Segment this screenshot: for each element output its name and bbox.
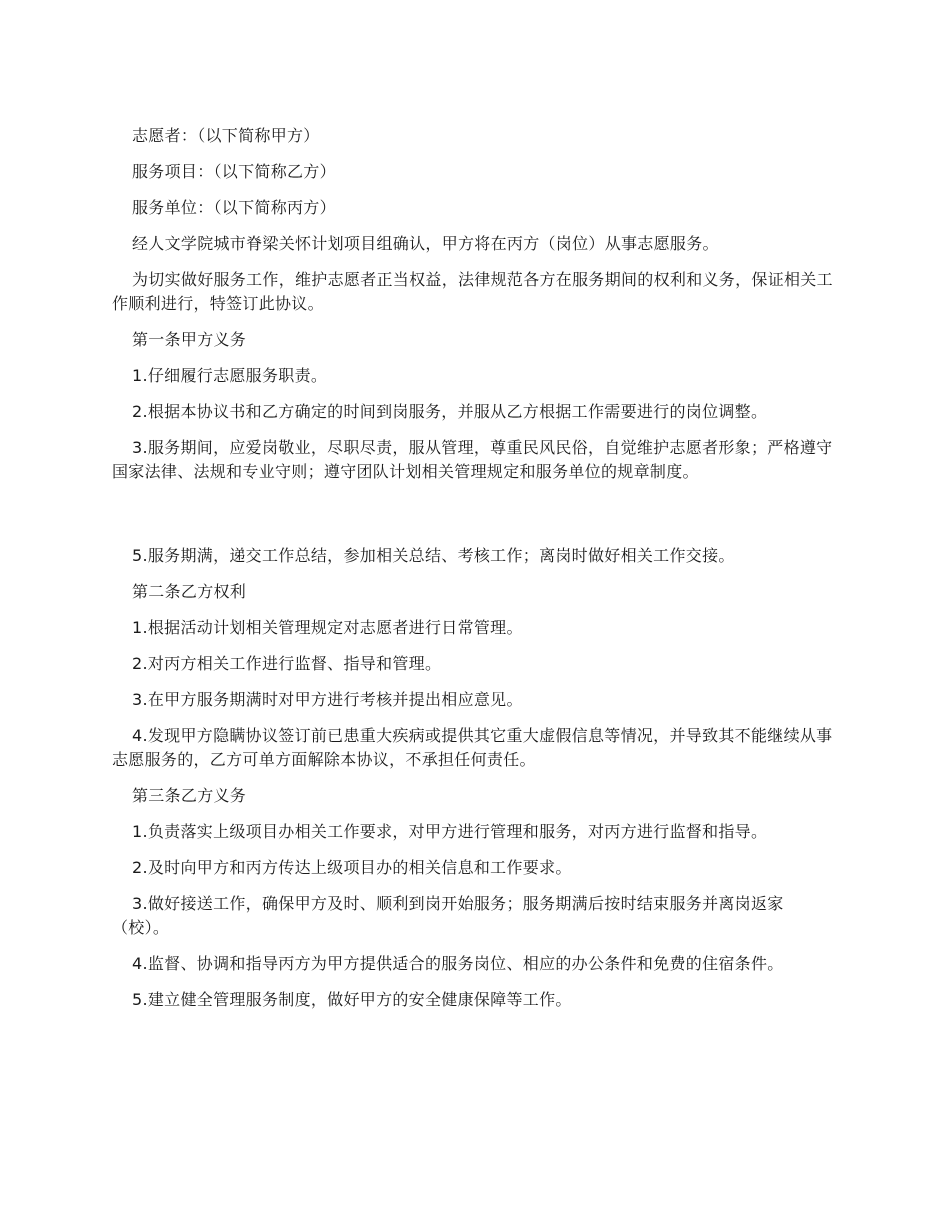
article-2-clause-3: 3.在甲方服务期满时对甲方进行考核并提出相应意见。	[132, 690, 523, 709]
article-2-heading: 第二条乙方权利	[132, 582, 247, 601]
article-1-clause-2: 2.根据本协议书和乙方确定的时间到岗服务，并服从乙方根据工作需要进行的岗位调整。	[132, 402, 768, 421]
service-project-line: 服务项目：（以下简称乙方）	[132, 162, 336, 181]
article-3-clause-3: 3.做好接送工作，确保甲方及时、顺利到岗开始服务；服务期满后按时结束服务并离岗返家（校）。	[112, 894, 784, 937]
blank-gap	[112, 496, 838, 544]
article-1-heading: 第一条甲方义务	[132, 330, 247, 349]
article-1-clause-5: 5.服务期满，递交工作总结，参加相关总结、考核工作；离岗时做好相关工作交接。	[132, 546, 735, 565]
purpose-paragraph: 为切实做好服务工作，维护志愿者正当权益，法律规范各方在服务期间的权利和义务，保证相关工作顺利进行，特签订此协议。	[112, 270, 833, 313]
service-unit-line: 服务单位：（以下简称丙方）	[132, 198, 336, 217]
article-1-clause-1: 1.仔细履行志愿服务职责。	[132, 366, 328, 385]
article-2-clause-4: 4.发现甲方隐瞒协议签订前已患重大疾病或提供其它重大虚假信息等情况，并导致其不能继续从事志愿服务的，乙方可单方面解除本协议，不承担任何责任。	[112, 726, 833, 769]
article-1-clause-3: 3.服务期间，应爱岗敬业，尽职尽责，服从管理，尊重民风民俗，自觉维护志愿者形象；严格遵守国家法律、法规和专业守则；遵守团队计划相关管理规定和服务单位的规章制度。	[112, 438, 833, 481]
article-3-clause-4: 4.监督、协调和指导丙方为甲方提供适合的服务岗位、相应的办公条件和免费的住宿条件。	[132, 954, 784, 973]
article-3-heading: 第三条乙方义务	[132, 786, 247, 805]
article-2-clause-1: 1.根据活动计划相关管理规定对志愿者进行日常管理。	[132, 618, 523, 637]
article-2-clause-2: 2.对丙方相关工作进行监督、指导和管理。	[132, 654, 442, 673]
confirmation-paragraph: 经人文学院城市脊梁关怀计划项目组确认，甲方将在丙方（岗位）从事志愿服务。	[132, 234, 719, 253]
volunteer-party-line: 志愿者：（以下简称甲方）	[132, 126, 320, 145]
article-3-clause-2: 2.及时向甲方和丙方传达上级项目办的相关信息和工作要求。	[132, 858, 572, 877]
article-3-clause-1: 1.负责落实上级项目办相关工作要求，对甲方进行管理和服务，对丙方进行监督和指导。	[132, 822, 768, 841]
document-body	[112, 124, 838, 1024]
article-3-clause-5: 5.建立健全管理服务制度，做好甲方的安全健康保障等工作。	[132, 990, 572, 1009]
